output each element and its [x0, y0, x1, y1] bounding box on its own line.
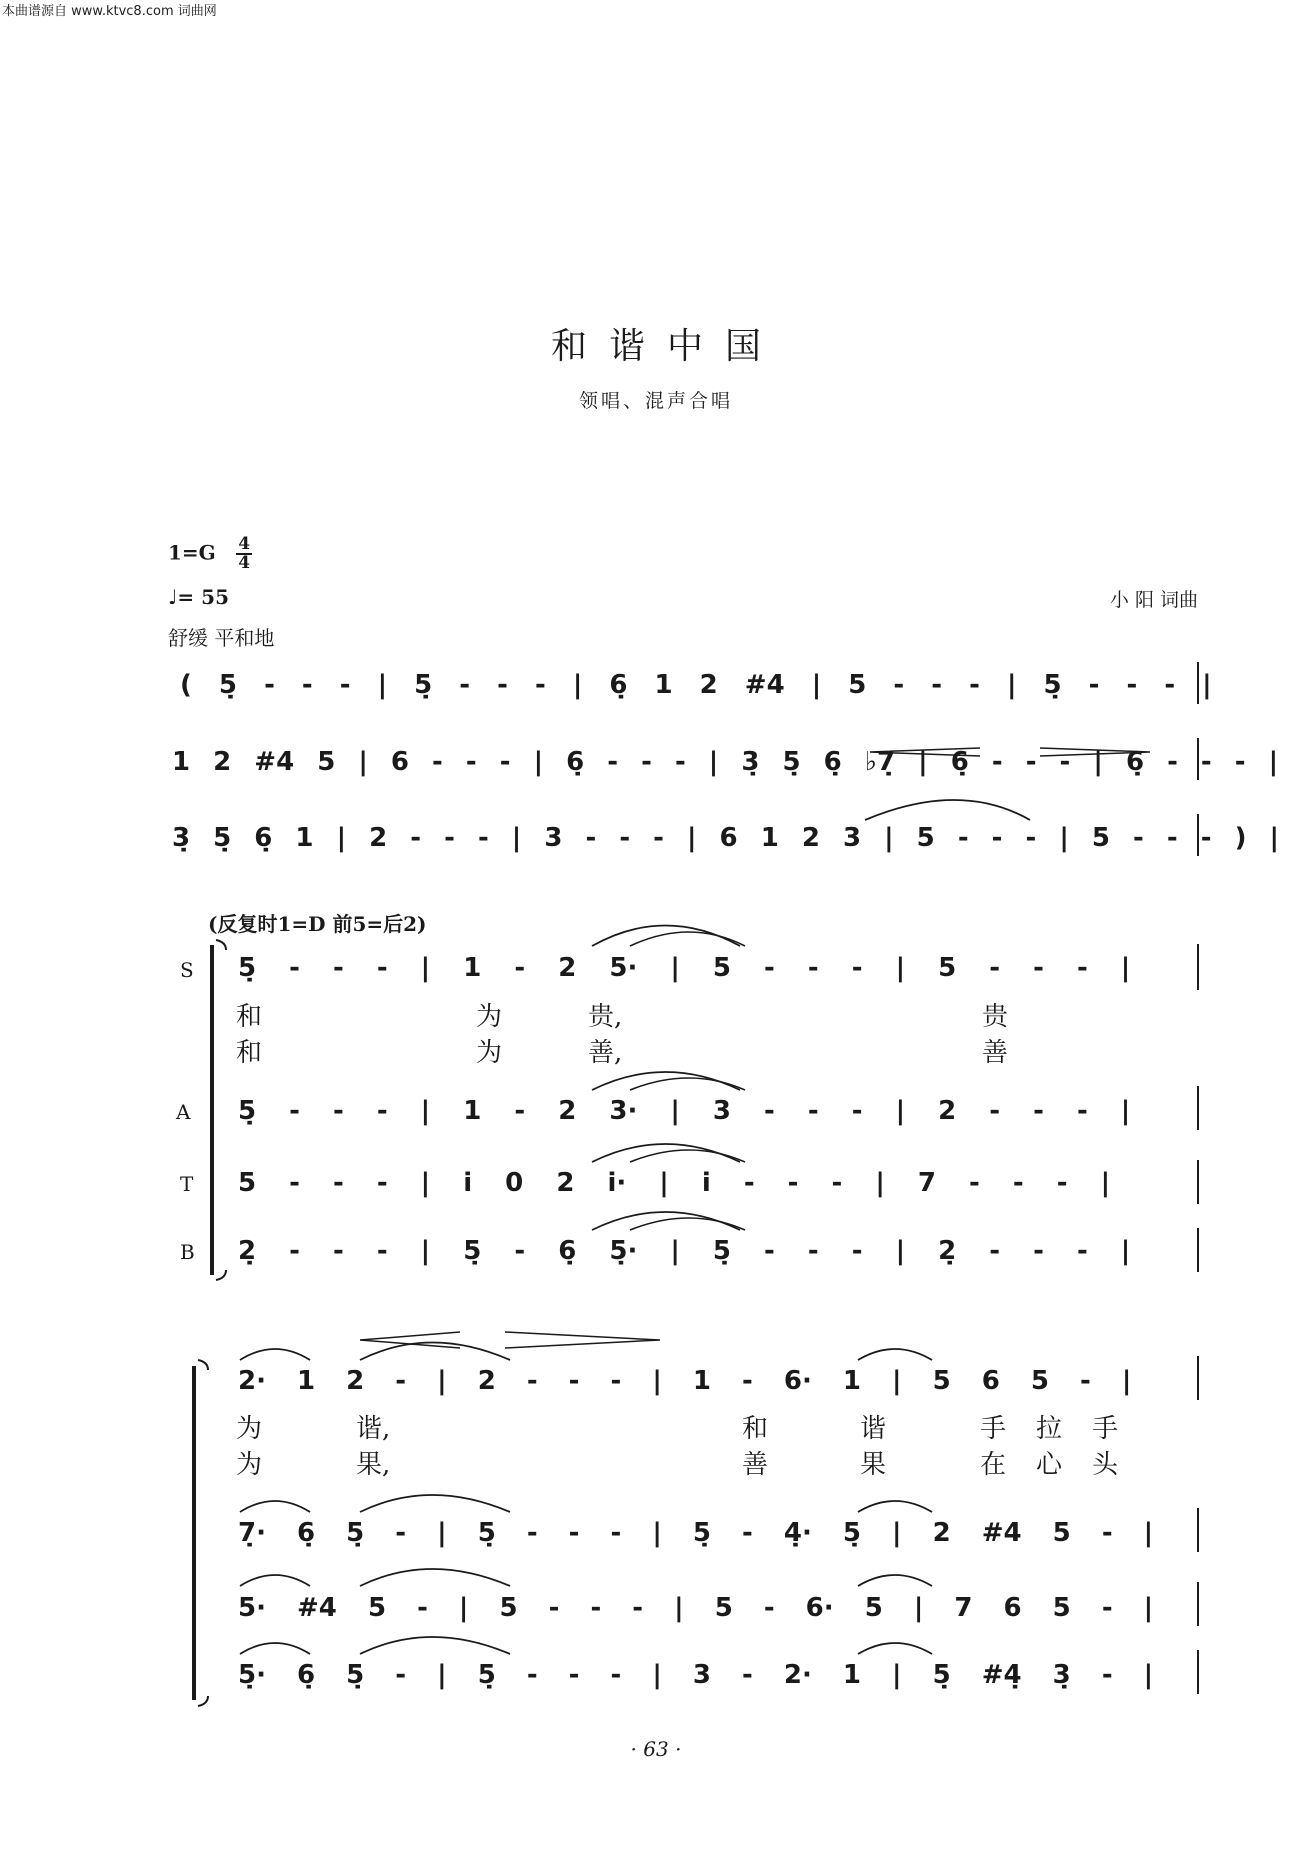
- lyric-3-4: 谐: [860, 1414, 887, 1444]
- lyric-1-3: 贵,: [588, 1002, 623, 1032]
- composer-credit: 小 阳 词曲: [1109, 589, 1198, 611]
- lyric-1-1: 和: [236, 1002, 263, 1032]
- lyric-2-4: 善: [982, 1038, 1009, 1068]
- expression-mark: 舒缓 平和地: [168, 626, 275, 650]
- page-number: · 63 ·: [630, 1737, 682, 1761]
- watermark-text: 本曲谱源自 www.ktvc8.com 词曲网: [2, 4, 217, 19]
- lyric-3-7: 手: [1092, 1414, 1119, 1444]
- song-subtitle: 领唱、混声合唱: [578, 390, 733, 412]
- lyric-1-2: 为: [476, 1002, 503, 1032]
- alto-line-2: 7̣· 6̣ 5̣ - | 5̣ - - - | 5̣ - 4̣· 5̣ | 2 #4 5 - |: [238, 1518, 1154, 1548]
- bass-line-1: 2̣ - - - | 5̣ - 6̣ 5̣· | 5̣ - - - | 2̣ - - - |: [238, 1236, 1131, 1266]
- voice-label-a: A: [176, 1100, 191, 1124]
- lyric-4-1: 为: [236, 1450, 263, 1480]
- lyric-2-3: 善,: [588, 1038, 623, 1068]
- key-label: 1=G: [168, 540, 216, 565]
- soprano-line-1: 5̣ - - - | 1 - 2 5· | 5 - - - | 5 - - - |: [238, 953, 1131, 983]
- lyric-3-2: 谐,: [356, 1414, 391, 1444]
- intro-line-2: 1 2 #4 5 | 6 - - - | 6̣ - - - | 3̣ 5̣ 6̣ ♭7̣ | 6̣ - - - | 6̣ - - - |: [172, 747, 1279, 777]
- repeat-instruction: (反复时1=D 前5=后2): [208, 912, 427, 936]
- bass-line-2: 5̣· 6̣ 5̣ - | 5̣ - - - | 3 - 2· 1 | 5̣ #4̣ 3̣ - |: [238, 1660, 1154, 1690]
- lyric-3-6: 拉: [1036, 1414, 1063, 1444]
- lyric-4-4: 果: [860, 1450, 887, 1480]
- tenor-line-2: 5· #4 5 - | 5 - - - | 5 - 6· 5 | 7 6 5 - |: [238, 1593, 1154, 1623]
- alto-line-1: 5̣ - - - | 1 - 2 3· | 3 - - - | 2 - - - |: [238, 1096, 1131, 1126]
- time-bottom: 4: [238, 553, 251, 573]
- tenor-line-1: 5 - - - | i 0 2 i· | i - - - | 7 - - - |: [238, 1168, 1111, 1198]
- voice-label-t: T: [180, 1172, 194, 1196]
- lyric-3-1: 为: [236, 1414, 263, 1444]
- lyric-3-5: 手: [980, 1414, 1007, 1444]
- lyric-4-3: 善: [742, 1450, 769, 1480]
- tempo-mark: ♩= 55: [168, 585, 229, 609]
- lyric-3-3: 和: [742, 1414, 769, 1444]
- lyric-2-2: 为: [476, 1038, 503, 1068]
- lyric-2-1: 和: [236, 1038, 263, 1068]
- lyric-4-5: 在: [980, 1450, 1007, 1480]
- time-top: 4: [238, 534, 251, 554]
- lyric-4-6: 心: [1036, 1450, 1063, 1480]
- song-title: 和谐中国: [550, 326, 783, 367]
- lyric-4-2: 果,: [356, 1450, 391, 1480]
- voice-label-b: B: [180, 1240, 195, 1264]
- soprano-line-2: 2· 1 2 - | 2 - - - | 1 - 6· 1 | 5 6 5 - |: [238, 1366, 1132, 1396]
- intro-line-1: ( 5̣ - - - | 5̣ - - - | 6̣ 1 2 #4 | 5 - - - | 5̣ - - - |: [180, 670, 1212, 700]
- voice-label-s: S: [180, 958, 194, 982]
- lyric-1-4: 贵: [982, 1002, 1009, 1032]
- lyric-4-7: 头: [1092, 1450, 1119, 1480]
- intro-line-3: 3̣ 5̣ 6̣ 1 | 2 - - - | 3 - - - | 6 1 2 3 | 5 - - - | 5 - - - ) |: [172, 823, 1279, 853]
